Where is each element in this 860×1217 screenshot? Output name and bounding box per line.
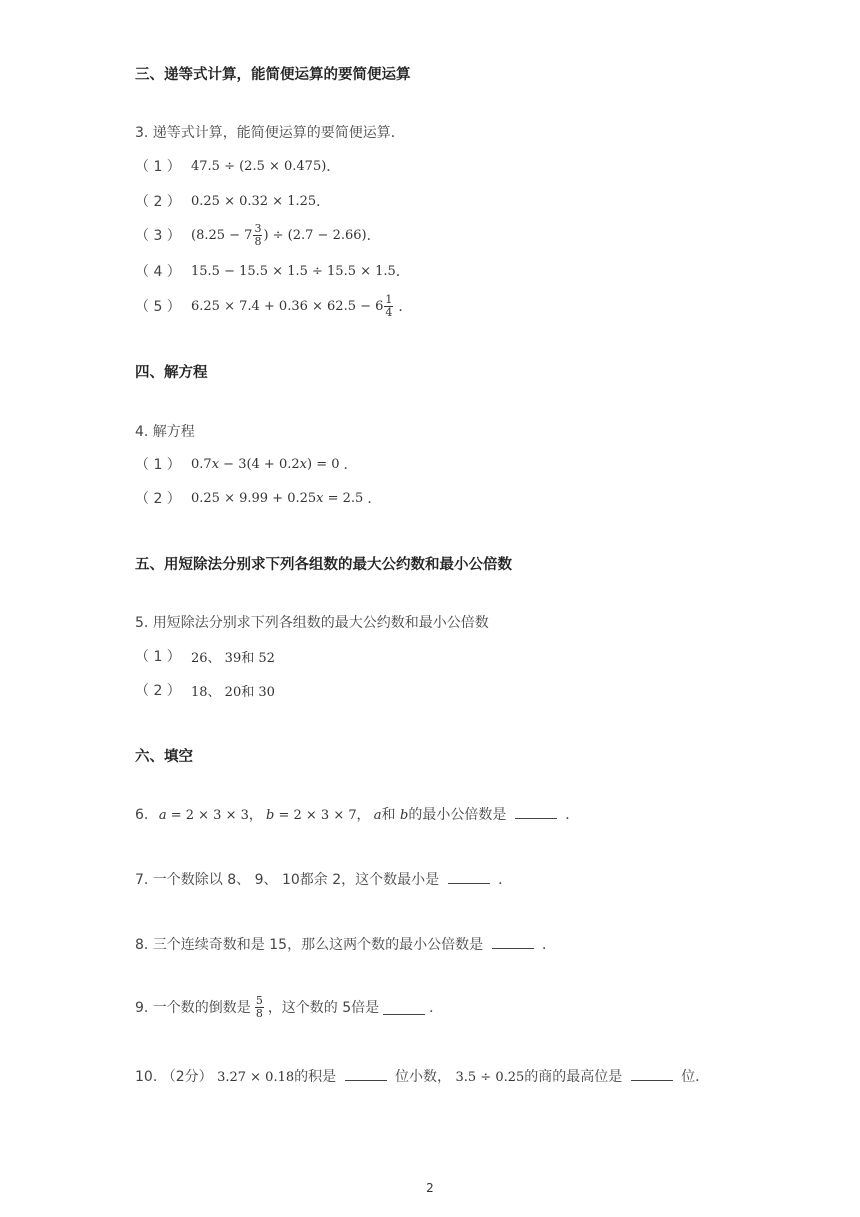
question-text: 9. 一个数的倒数是 <box>135 1000 251 1016</box>
math-variable: b <box>266 808 275 823</box>
item-end: ． <box>326 159 341 175</box>
q3-item-3 <box>135 220 381 250</box>
math-expression: 47.5 ÷ (2.5 × 0.475) <box>191 158 327 174</box>
section-3-title: 三、递等式计算，能简便运算的要简便运算 <box>135 67 411 83</box>
math-expression: (8.25 − 7 <box>191 227 253 243</box>
question-text: 7. 一个数除以 8、 9、 10都余 2，这个数最小是 <box>135 872 440 888</box>
question-text: 的商的最高位是 <box>524 1069 623 1085</box>
fraction-numerator: 1 <box>385 292 393 306</box>
fraction-denominator: 4 <box>385 305 393 319</box>
number-group: 26、 39和 52 <box>191 650 275 666</box>
question-text: ，这个数的 5倍是 <box>267 1000 380 1016</box>
q3-item-1 <box>135 151 340 181</box>
math-part: = 2.5 <box>323 490 364 506</box>
question-end: ． <box>541 937 556 953</box>
item-end: ． <box>343 457 358 473</box>
q5-item-2 <box>135 675 275 705</box>
question-8 <box>135 934 556 954</box>
page-number: 2 <box>426 1181 434 1195</box>
item-label: （ 2 ） <box>135 194 181 210</box>
math-expression: 3.27 × 0.18 <box>217 1070 295 1085</box>
text-part: 和 <box>381 807 400 823</box>
fraction-denominator: 8 <box>254 234 262 248</box>
math-expression <box>191 457 339 472</box>
item-label: （ 2 ） <box>135 683 181 699</box>
item-label: （ 3 ） <box>135 228 181 244</box>
math-part: 0.7 <box>191 456 212 472</box>
fraction <box>253 223 262 248</box>
item-end: ． <box>398 299 413 315</box>
question-4-text: 4. 解方程 <box>135 424 195 440</box>
fraction-denominator: 8 <box>255 1006 263 1020</box>
text-part: 的最小公倍数是 <box>408 807 507 823</box>
question-3-text: 3. 递等式计算，能简便运算的要简便运算． <box>135 125 405 141</box>
item-label: （ 2 ） <box>135 491 181 507</box>
q4-item-1 <box>135 449 357 479</box>
question-end: ． <box>429 1000 444 1016</box>
math-part: 0.25 × 9.99 + 0.25 <box>191 490 317 506</box>
question-number: 6. <box>135 807 149 823</box>
question-text: 位小数， <box>395 1069 452 1085</box>
math-expression: 3.5 ÷ 0.25 <box>455 1070 525 1085</box>
math-expression <box>159 808 382 823</box>
answer-blank[interactable] <box>492 934 534 949</box>
q5-item-1 <box>135 641 275 671</box>
math-part: = 2 × 3 × 3， <box>166 808 262 823</box>
q3-item-2 <box>135 186 330 216</box>
math-expression: 0.25 × 0.32 × 1.25 <box>191 193 317 209</box>
number-group: 18、 20和 30 <box>191 684 275 700</box>
section-6-title: 六、填空 <box>135 749 193 765</box>
answer-blank[interactable] <box>515 804 557 819</box>
q3-item-4 <box>135 256 410 286</box>
question-7 <box>135 869 512 889</box>
answer-blank[interactable] <box>345 1066 387 1081</box>
question-end: 位． <box>681 1069 710 1085</box>
item-label: （ 4 ） <box>135 264 181 280</box>
question-9 <box>135 989 443 1025</box>
math-part: ) = 0 <box>306 456 340 472</box>
math-part: = 2 × 3 × 7， <box>274 808 370 823</box>
question-end: ． <box>565 807 580 823</box>
math-variable: a <box>373 808 382 823</box>
item-end: ． <box>395 264 410 280</box>
math-expression: 15.5 − 15.5 × 1.5 ÷ 15.5 × 1.5 <box>191 263 396 279</box>
item-label: （ 5 ） <box>135 299 181 315</box>
math-variable: x <box>316 490 324 506</box>
item-end: ． <box>316 194 331 210</box>
item-label: （ 1 ） <box>135 159 181 175</box>
math-variable: a <box>158 808 167 823</box>
item-label: （ 1 ） <box>135 649 181 665</box>
math-expression: 6.25 × 7.4 + 0.36 × 62.5 − 6 <box>191 298 384 314</box>
question-text: 的积是 <box>294 1069 337 1085</box>
math-variable: x <box>299 456 307 472</box>
fraction-numerator: 5 <box>255 993 263 1007</box>
item-end: ． <box>366 228 381 244</box>
item-end: ． <box>367 491 382 507</box>
answer-blank[interactable] <box>631 1066 673 1081</box>
answer-blank[interactable] <box>383 1000 425 1015</box>
section-5-title: 五、用短除法分别求下列各组数的最大公约数和最小公倍数 <box>135 557 512 573</box>
math-expression <box>191 491 363 506</box>
question-6 <box>135 804 579 824</box>
fraction-numerator: 3 <box>254 221 262 235</box>
question-5-text: 5. 用短除法分别求下列各组数的最大公约数和最小公倍数 <box>135 615 489 631</box>
question-prefix: 10. （2分） <box>135 1069 218 1085</box>
fraction <box>384 294 393 319</box>
section-4-title: 四、解方程 <box>135 365 208 381</box>
question-text: 8. 三个连续奇数和是 15，那么这两个数的最小公倍数是 <box>135 937 484 953</box>
question-end: ． <box>498 872 513 888</box>
q3-item-5 <box>135 291 412 321</box>
item-label: （ 1 ） <box>135 457 181 473</box>
math-part: − 3(4 + 0.2 <box>219 456 300 472</box>
math-expression: ) ÷ (2.7 − 2.66) <box>263 227 367 243</box>
question-10 <box>135 1066 709 1086</box>
fraction <box>255 995 264 1020</box>
q4-item-2 <box>135 483 381 513</box>
answer-blank[interactable] <box>448 869 490 884</box>
math-variable: b <box>400 808 409 823</box>
math-variable: x <box>211 456 220 472</box>
